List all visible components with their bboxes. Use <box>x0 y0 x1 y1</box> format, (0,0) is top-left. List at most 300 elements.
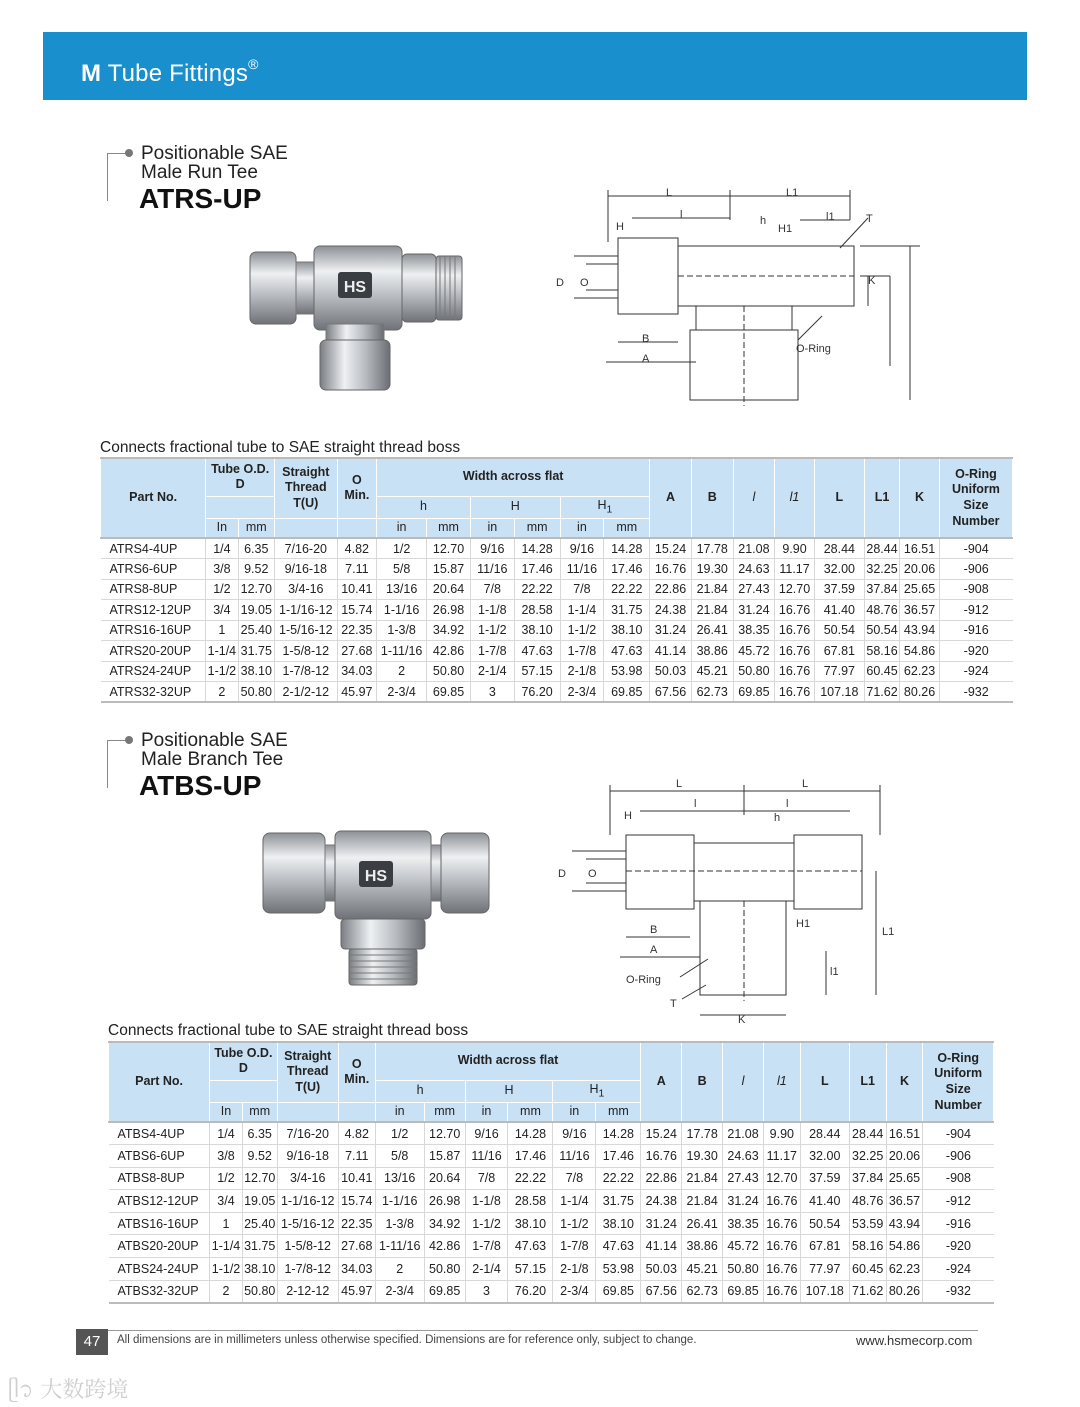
table-cell: 6.35 <box>238 538 274 559</box>
table-cell: 14.28 <box>508 1122 553 1145</box>
table-cell: 45.72 <box>723 1235 764 1258</box>
table-cell: 21.84 <box>682 1190 723 1213</box>
table-cell: 26.98 <box>424 1190 465 1213</box>
table-cell: -904 <box>923 1122 994 1145</box>
table-cell: 7/8 <box>560 579 604 600</box>
table-cell: 19.05 <box>242 1190 277 1213</box>
svg-text:B: B <box>642 333 650 345</box>
table-cell: 42.86 <box>424 1235 465 1258</box>
table-cell: -916 <box>939 620 1012 641</box>
svg-text:T: T <box>670 998 677 1010</box>
table-cell: 50.03 <box>650 661 692 682</box>
table-cell: 80.26 <box>886 1280 923 1303</box>
table-cell: 7/16-20 <box>277 1122 338 1145</box>
svg-text:H1: H1 <box>778 223 793 235</box>
svg-text:O: O <box>588 868 597 880</box>
table-row <box>101 620 1013 641</box>
table-cell: 43.94 <box>900 620 940 641</box>
table-row <box>101 538 1013 559</box>
table-cell: 5/8 <box>375 1145 424 1168</box>
table-cell: 21.08 <box>733 538 775 559</box>
table-cell: 12.70 <box>427 538 471 559</box>
table-cell: 67.56 <box>650 682 692 703</box>
table-cell: 1-5/8-12 <box>277 1235 338 1258</box>
table-cell: 47.63 <box>514 641 560 662</box>
table-cell: 45.72 <box>733 641 775 662</box>
table-cell: 1-1/8 <box>470 600 514 621</box>
table-cell: 7/16-20 <box>275 538 338 559</box>
table-cell: 6.35 <box>242 1122 277 1145</box>
svg-text:H: H <box>616 221 624 233</box>
table-cell: 11/16 <box>560 559 604 580</box>
table-cell: 60.45 <box>864 661 899 682</box>
table-cell: 54.86 <box>900 641 940 662</box>
table-cell: 76.20 <box>514 682 560 703</box>
table-cell: 1-1/16-12 <box>275 600 338 621</box>
svg-text:l1: l1 <box>830 966 839 978</box>
table-row <box>101 682 1013 703</box>
table-cell: 48.76 <box>864 600 899 621</box>
table-cell: 14.28 <box>596 1122 641 1145</box>
table-cell: 16.76 <box>775 682 815 703</box>
table-cell: 50.80 <box>238 682 274 703</box>
table-cell: -906 <box>939 559 1012 580</box>
table-cell: 24.63 <box>723 1145 764 1168</box>
table-cell: 28.44 <box>864 538 899 559</box>
svg-text:H1: H1 <box>796 918 811 930</box>
table-cell: 2-1/4 <box>470 661 514 682</box>
table-cell: 17.46 <box>596 1145 641 1168</box>
table-cell: 31.75 <box>242 1235 277 1258</box>
table-cell: 32.25 <box>849 1145 886 1168</box>
table-cell: 16.76 <box>775 600 815 621</box>
table-cell: -904 <box>939 538 1012 559</box>
table-cell: 54.86 <box>886 1235 923 1258</box>
table-cell: 28.44 <box>800 1122 849 1145</box>
table-cell: 38.35 <box>733 620 775 641</box>
table-cell: 41.40 <box>800 1190 849 1213</box>
table-cell: 25.65 <box>900 579 940 600</box>
part-number-cell: ATRS12-12UP <box>101 600 206 621</box>
table-cell: 1-3/8 <box>375 1212 424 1235</box>
table-cell: 16.76 <box>763 1280 800 1303</box>
table-cell: 2 <box>206 682 238 703</box>
table-cell: 27.68 <box>338 1235 375 1258</box>
svg-text:L: L <box>676 778 683 790</box>
table-cell: 1-1/16 <box>375 1190 424 1213</box>
table-cell: 12.70 <box>775 579 815 600</box>
table-cell: 2-3/4 <box>375 1280 424 1303</box>
table-cell: 1-7/8 <box>465 1235 508 1258</box>
svg-text:l: l <box>680 209 683 221</box>
table-cell: 1-1/2 <box>210 1258 243 1281</box>
svg-text:A: A <box>650 944 658 956</box>
table-cell: 67.56 <box>641 1280 682 1303</box>
table-cell: 1-1/8 <box>465 1190 508 1213</box>
branch-tee-spec-table: Part No. Tube O.D. D Straight Thread T(U) O Min. Width across flat A B l l1 L L1 K O-Ring Uniform Size Number h H $H_1$ In mm in mm in mm in mm ATBS4-4UP 1/4 6.35 7/16-20 4.82 1/2 12.70 9/16 14.28 9/16 14.28 15.24 17.78 21.08 9.90 28.44 28.44 16.51 -904 ATBS6-6UP 3/8 9.52 9/16-18 7.11 5/8 15.87 11/16 17.46 11/16 17.46 16.76 19.30 24.63 11.17 32.00 32.25 20.06 -906 ATBS8-8UP 1/2 12.70 3/4-16 10.41 13/16 20.64 7/8 22.22 7/8 22.22 22.86 21.84 27.43 12.70 37.59 37.84 25.65 -908 ATBS12-12UP 3/4 19.05 1-1/16-12 15.74 1-1/16 26.98 1-1/8 28.58 1-1/4 31.75 24.38 21.84 31.24 16.76 41.40 48.76 36.57 -912 ATBS16-16UP 1 25.40 1-5/16-12 22.35 1-3/8 34.92 1-1/2 38.10 1-1/2 38.10 31.24 26.41 38.35 16.76 50.54 53.59 43.94 -916 ATBS20-20UP 1-1/4 31.75 1-5/8-12 27.68 1-11/16 42.86 1-7/8 47.63 1-7/8 47.63 41.14 38.86 45.72 16.76 67.81 58.16 54.86 -920 ATBS24-24UP 1-1/2 38.10 1-7/8-12 34.03 2 50.80 2-1/4 57.15 2-1/8 53.98 50.03 45.21 50.80 16.76 77.97 60.45 62.23 -924 ATBS32-32UP 2 50.80 2-12-12 45.97 2-3/4 69.85 3 76.20 2-3/4 69.85 67.56 62.73 69.85 16.76 107.18 71.62 80.26 -932 <box>108 1041 994 1304</box>
table-cell: 2 <box>375 1258 424 1281</box>
table-cell: 3/4 <box>206 600 238 621</box>
table-cell: 50.80 <box>427 661 471 682</box>
table-cell: 36.57 <box>886 1190 923 1213</box>
table-cell: 16.51 <box>886 1122 923 1145</box>
table-cell: 22.22 <box>604 579 650 600</box>
table-cell: 1-1/2 <box>560 620 604 641</box>
svg-text:T: T <box>866 213 873 225</box>
table-cell: 1-1/2 <box>206 661 238 682</box>
svg-text:h: h <box>774 812 781 824</box>
table-cell: 41.40 <box>814 600 864 621</box>
table-cell: 1-3/8 <box>377 620 427 641</box>
heading-line-2: Male Branch Tee <box>141 749 284 770</box>
table-cell: 1-7/8-12 <box>277 1258 338 1281</box>
table-cell: 9.52 <box>242 1145 277 1168</box>
table-cell: 45.21 <box>682 1258 723 1281</box>
table-cell: 17.46 <box>514 559 560 580</box>
run-tee-spec-table: Part No. Tube O.D. D Straight Thread T(U) O Min. Width across flat A B l l1 L L1 K O-Ring Uniform Size Number h H $H_1$ In mm in mm in mm in mm ATRS4-4UP 1/4 6.35 7/16-20 4.82 1/2 12.70 9/16 14.28 9/16 14.28 15.24 17.78 21.08 9.90 28.44 28.44 16.51 -904 ATRS6-6UP 3/8 9.52 9/16-18 7.11 5/8 15.87 11/16 17.46 11/16 17.46 16.76 19.30 24.63 11.17 32.00 32.25 20.06 -906 ATRS8-8UP 1/2 12.70 3/4-16 10.41 13/16 20.64 7/8 22.22 7/8 22.22 22.86 21.84 27.43 12.70 37.59 37.84 25.65 -908 ATRS12-12UP 3/4 19.05 1-1/16-12 15.74 1-1/16 26.98 1-1/8 28.58 1-1/4 31.75 24.38 21.84 31.24 16.76 41.40 48.76 36.57 -912 ATRS16-16UP 1 25.40 1-5/16-12 22.35 1-3/8 34.92 1-1/2 38.10 1-1/2 38.10 31.24 26.41 38.35 16.76 50.54 50.54 43.94 -916 ATRS20-20UP 1-1/4 31.75 1-5/8-12 27.68 1-11/16 42.86 1-7/8 47.63 1-7/8 47.63 41.14 38.86 45.72 16.76 67.81 58.16 54.86 -920 ATRS24-24UP 1-1/2 38.10 1-7/8-12 34.03 2 50.80 2-1/4 57.15 2-1/8 53.98 50.03 45.21 50.80 16.76 77.97 60.45 62.23 -924 ATRS32-32UP 2 50.80 2-1/2-12 45.97 2-3/4 69.85 3 76.20 2-3/4 69.85 67.56 62.73 69.85 16.76 107.18 71.62 80.26 -932 <box>100 457 1013 703</box>
table-cell: 76.20 <box>508 1280 553 1303</box>
svg-text:L: L <box>802 778 809 790</box>
table-cell: 3 <box>470 682 514 703</box>
table-cell: 53.59 <box>849 1212 886 1235</box>
page-title: M Tube Fittings® <box>81 56 259 87</box>
table-cell: 60.45 <box>849 1258 886 1281</box>
branch-tee-photo <box>255 825 495 990</box>
table-cell: 45.97 <box>338 1280 375 1303</box>
table-cell: 22.86 <box>641 1167 682 1190</box>
part-number-cell: ATBS8-8UP <box>109 1167 210 1190</box>
table-cell: 7/8 <box>470 579 514 600</box>
footer-note: All dimensions are in millimeters unless otherwise specified. Dimensions are for reference only, subject to change. <box>117 1334 697 1346</box>
table-cell: 21.08 <box>723 1122 764 1145</box>
table-cell: 11.17 <box>775 559 815 580</box>
table-cell: 11.17 <box>763 1145 800 1168</box>
table-cell: 15.24 <box>641 1122 682 1145</box>
table-cell: 1-1/2 <box>470 620 514 641</box>
part-number-cell: ATBS16-16UP <box>109 1212 210 1235</box>
svg-text:K: K <box>738 1014 746 1025</box>
part-number-cell: ATBS24-24UP <box>109 1258 210 1281</box>
table-cell: 69.85 <box>427 682 471 703</box>
part-number-cell: ATBS20-20UP <box>109 1235 210 1258</box>
table-cell: 69.85 <box>733 682 775 703</box>
table-cell: 53.98 <box>604 661 650 682</box>
table-cell: 13/16 <box>375 1167 424 1190</box>
table-cell: 38.10 <box>508 1212 553 1235</box>
table-row <box>109 1280 994 1303</box>
svg-text:l: l <box>786 798 789 810</box>
table-cell: 2-3/4 <box>560 682 604 703</box>
table-cell: 21.84 <box>691 579 733 600</box>
table-cell: 50.54 <box>800 1212 849 1235</box>
svg-text:O-Ring: O-Ring <box>796 343 831 355</box>
table-cell: 19.30 <box>682 1145 723 1168</box>
table-cell: 1-1/16 <box>377 600 427 621</box>
table-row <box>101 579 1013 600</box>
table-cell: 24.38 <box>641 1190 682 1213</box>
part-number-cell: ATBS32-32UP <box>109 1280 210 1303</box>
table-cell: 1-5/16-12 <box>275 620 338 641</box>
table-cell: -920 <box>923 1235 994 1258</box>
svg-text:B: B <box>650 924 658 936</box>
table-cell: 9.90 <box>763 1122 800 1145</box>
table-cell: 50.03 <box>641 1258 682 1281</box>
table-cell: 7.11 <box>337 559 377 580</box>
table-cell: 11/16 <box>553 1145 596 1168</box>
table-cell: 1-11/16 <box>375 1235 424 1258</box>
table-cell: 47.63 <box>508 1235 553 1258</box>
table-cell: 50.80 <box>733 661 775 682</box>
svg-text:H: H <box>624 810 632 822</box>
table-cell: 15.74 <box>337 600 377 621</box>
table-cell: 32.00 <box>800 1145 849 1168</box>
table-cell: 31.75 <box>596 1190 641 1213</box>
svg-text:K: K <box>868 275 876 287</box>
table-cell: 31.24 <box>650 620 692 641</box>
table-cell: 20.06 <box>886 1145 923 1168</box>
table-cell: 11/16 <box>470 559 514 580</box>
table-cell: 2-3/4 <box>377 682 427 703</box>
table-cell: 19.30 <box>691 559 733 580</box>
table-cell: 50.80 <box>424 1258 465 1281</box>
table-cell: 45.21 <box>691 661 733 682</box>
table-cell: 1/2 <box>210 1167 243 1190</box>
table-cell: 15.87 <box>424 1145 465 1168</box>
table-cell: 1-5/16-12 <box>277 1212 338 1235</box>
table-cell: 28.58 <box>514 600 560 621</box>
watermark-logo: ᥫ᭡ 大数跨境 <box>8 1378 129 1403</box>
table-cell: 16.76 <box>650 559 692 580</box>
table-cell: 34.92 <box>424 1212 465 1235</box>
section-caption: Connects fractional tube to SAE straight thread boss <box>100 439 461 456</box>
table-cell: 2-12-12 <box>277 1280 338 1303</box>
table-cell: 7/8 <box>465 1167 508 1190</box>
table-cell: 77.97 <box>800 1258 849 1281</box>
table-cell: 37.84 <box>864 579 899 600</box>
table-cell: 5/8 <box>377 559 427 580</box>
table-cell: 107.18 <box>814 682 864 703</box>
table-cell: 26.41 <box>682 1212 723 1235</box>
table-cell: 16.51 <box>900 538 940 559</box>
table-cell: 9/16-18 <box>277 1145 338 1168</box>
table-cell: 2-3/4 <box>553 1280 596 1303</box>
heading-line-2: Male Run Tee <box>141 162 258 183</box>
part-number-cell: ATBS4-4UP <box>109 1122 210 1145</box>
svg-text:O: O <box>580 277 589 289</box>
table-cell: 22.22 <box>514 579 560 600</box>
table-cell: 4.82 <box>338 1122 375 1145</box>
table-cell: 12.70 <box>242 1167 277 1190</box>
part-number-cell: ATBS12-12UP <box>109 1190 210 1213</box>
table-cell: 2 <box>377 661 427 682</box>
table-cell: 16.76 <box>763 1190 800 1213</box>
table-cell: 34.03 <box>338 1258 375 1281</box>
table-cell: 80.26 <box>900 682 940 703</box>
table-cell: 17.78 <box>691 538 733 559</box>
table-cell: 9/16-18 <box>275 559 338 580</box>
run-tee-photo <box>240 240 470 400</box>
svg-text:h: h <box>760 215 767 227</box>
table-cell: 1-7/8-12 <box>275 661 338 682</box>
table-cell: 38.86 <box>691 641 733 662</box>
table-cell: 53.98 <box>596 1258 641 1281</box>
product-code: ATRS-UP <box>139 183 262 214</box>
table-cell: 50.54 <box>814 620 864 641</box>
table-cell: 2 <box>210 1280 243 1303</box>
table-cell: 15.24 <box>650 538 692 559</box>
table-cell: 50.80 <box>242 1280 277 1303</box>
heading-line-1: Positionable SAE <box>141 143 288 164</box>
table-cell: 69.85 <box>604 682 650 703</box>
table-cell: 1 <box>210 1212 243 1235</box>
table-cell: -924 <box>939 661 1012 682</box>
table-cell: 48.76 <box>849 1190 886 1213</box>
table-cell: 16.76 <box>763 1212 800 1235</box>
table-cell: 38.10 <box>242 1258 277 1281</box>
table-row <box>109 1190 994 1213</box>
table-cell: -908 <box>939 579 1012 600</box>
table-cell: 4.82 <box>337 538 377 559</box>
table-cell: 3/4-16 <box>277 1167 338 1190</box>
footer-rule <box>108 1330 978 1331</box>
table-cell: 22.22 <box>508 1167 553 1190</box>
table-cell: 77.97 <box>814 661 864 682</box>
part-number-cell: ATRS4-4UP <box>101 538 206 559</box>
table-cell: 42.86 <box>427 641 471 662</box>
svg-text:D: D <box>556 277 564 289</box>
part-number-cell: ATRS32-32UP <box>101 682 206 703</box>
table-cell: 1-1/16-12 <box>277 1190 338 1213</box>
table-cell: 62.73 <box>691 682 733 703</box>
table-cell: 16.76 <box>775 620 815 641</box>
table-row <box>101 641 1013 662</box>
table-cell: 14.28 <box>604 538 650 559</box>
table-cell: 34.03 <box>337 661 377 682</box>
table-cell: 34.92 <box>427 620 471 641</box>
table-cell: 9/16 <box>465 1122 508 1145</box>
table-cell: 69.85 <box>723 1280 764 1303</box>
table-cell: 67.81 <box>814 641 864 662</box>
table-cell: 62.23 <box>900 661 940 682</box>
table-cell: 9/16 <box>560 538 604 559</box>
table-cell: 12.70 <box>763 1167 800 1190</box>
table-row <box>109 1235 994 1258</box>
table-cell: 3 <box>465 1280 508 1303</box>
table-cell: 24.63 <box>733 559 775 580</box>
table-cell: 1-1/4 <box>553 1190 596 1213</box>
table-cell: 27.68 <box>337 641 377 662</box>
table-cell: 7.11 <box>338 1145 375 1168</box>
part-number-cell: ATRS6-6UP <box>101 559 206 580</box>
table-cell: 58.16 <box>864 641 899 662</box>
svg-text:D: D <box>558 868 566 880</box>
table-cell: 31.24 <box>733 600 775 621</box>
table-cell: 9/16 <box>470 538 514 559</box>
part-number-cell: ATRS24-24UP <box>101 661 206 682</box>
table-cell: 57.15 <box>514 661 560 682</box>
table-cell: 38.35 <box>723 1212 764 1235</box>
svg-text:HS: HS <box>364 868 388 885</box>
table-cell: 1-1/2 <box>553 1212 596 1235</box>
table-cell: 17.46 <box>604 559 650 580</box>
table-row <box>109 1258 994 1281</box>
part-number-cell: ATBS6-6UP <box>109 1145 210 1168</box>
table-cell: 69.85 <box>424 1280 465 1303</box>
table-row <box>101 600 1013 621</box>
table-cell: -906 <box>923 1145 994 1168</box>
table-cell: 47.63 <box>596 1235 641 1258</box>
table-cell: 50.54 <box>864 620 899 641</box>
table-cell: 16.76 <box>775 641 815 662</box>
table-cell: -912 <box>939 600 1012 621</box>
table-cell: 21.84 <box>691 600 733 621</box>
table-cell: 17.78 <box>682 1122 723 1145</box>
table-cell: 15.74 <box>338 1190 375 1213</box>
table-cell: 16.76 <box>641 1145 682 1168</box>
table-cell: 58.16 <box>849 1235 886 1258</box>
table-cell: 27.43 <box>733 579 775 600</box>
table-cell: 20.64 <box>427 579 471 600</box>
table-cell: 17.46 <box>508 1145 553 1168</box>
heading-line-1: Positionable SAE <box>141 730 288 751</box>
table-cell: 9.90 <box>775 538 815 559</box>
table-cell: 37.59 <box>800 1167 849 1190</box>
table-cell: 71.62 <box>864 682 899 703</box>
table-cell: 1/2 <box>377 538 427 559</box>
table-cell: 45.97 <box>337 682 377 703</box>
table-cell: 1-7/8 <box>470 641 514 662</box>
table-cell: 31.24 <box>641 1212 682 1235</box>
table-cell: 25.40 <box>238 620 274 641</box>
branch-tee-drawing <box>550 775 910 1025</box>
table-cell: 19.05 <box>238 600 274 621</box>
svg-text:L1: L1 <box>786 187 799 199</box>
table-cell: 9/16 <box>553 1122 596 1145</box>
table-cell: 107.18 <box>800 1280 849 1303</box>
svg-text:l: l <box>694 798 697 810</box>
table-cell: -932 <box>923 1280 994 1303</box>
table-cell: 22.35 <box>338 1212 375 1235</box>
table-cell: 1-1/4 <box>560 600 604 621</box>
table-cell: 36.57 <box>900 600 940 621</box>
table-cell: 71.62 <box>849 1280 886 1303</box>
table-cell: 2-1/8 <box>553 1258 596 1281</box>
table-cell: 10.41 <box>337 579 377 600</box>
table-cell: 38.86 <box>682 1235 723 1258</box>
table-row <box>101 559 1013 580</box>
table-cell: 1/4 <box>210 1122 243 1145</box>
table-cell: 1-1/2 <box>465 1212 508 1235</box>
table-cell: 1-5/8-12 <box>275 641 338 662</box>
table-cell: 25.40 <box>242 1212 277 1235</box>
table-cell: 1/2 <box>375 1122 424 1145</box>
table-cell: 28.58 <box>508 1190 553 1213</box>
table-cell: 41.14 <box>641 1235 682 1258</box>
footer-url: www.hsmecorp.com <box>856 1333 973 1348</box>
table-cell: 37.84 <box>849 1167 886 1190</box>
table-cell: 22.86 <box>650 579 692 600</box>
table-cell: 31.75 <box>238 641 274 662</box>
table-cell: 14.28 <box>514 538 560 559</box>
table-cell: 20.64 <box>424 1167 465 1190</box>
table-cell: 1/2 <box>206 579 238 600</box>
table-cell: 22.22 <box>596 1167 641 1190</box>
table-cell: 1 <box>206 620 238 641</box>
table-cell: 31.24 <box>723 1190 764 1213</box>
table-cell: -932 <box>939 682 1012 703</box>
table-cell: 9.52 <box>238 559 274 580</box>
svg-text:l1: l1 <box>826 211 835 223</box>
